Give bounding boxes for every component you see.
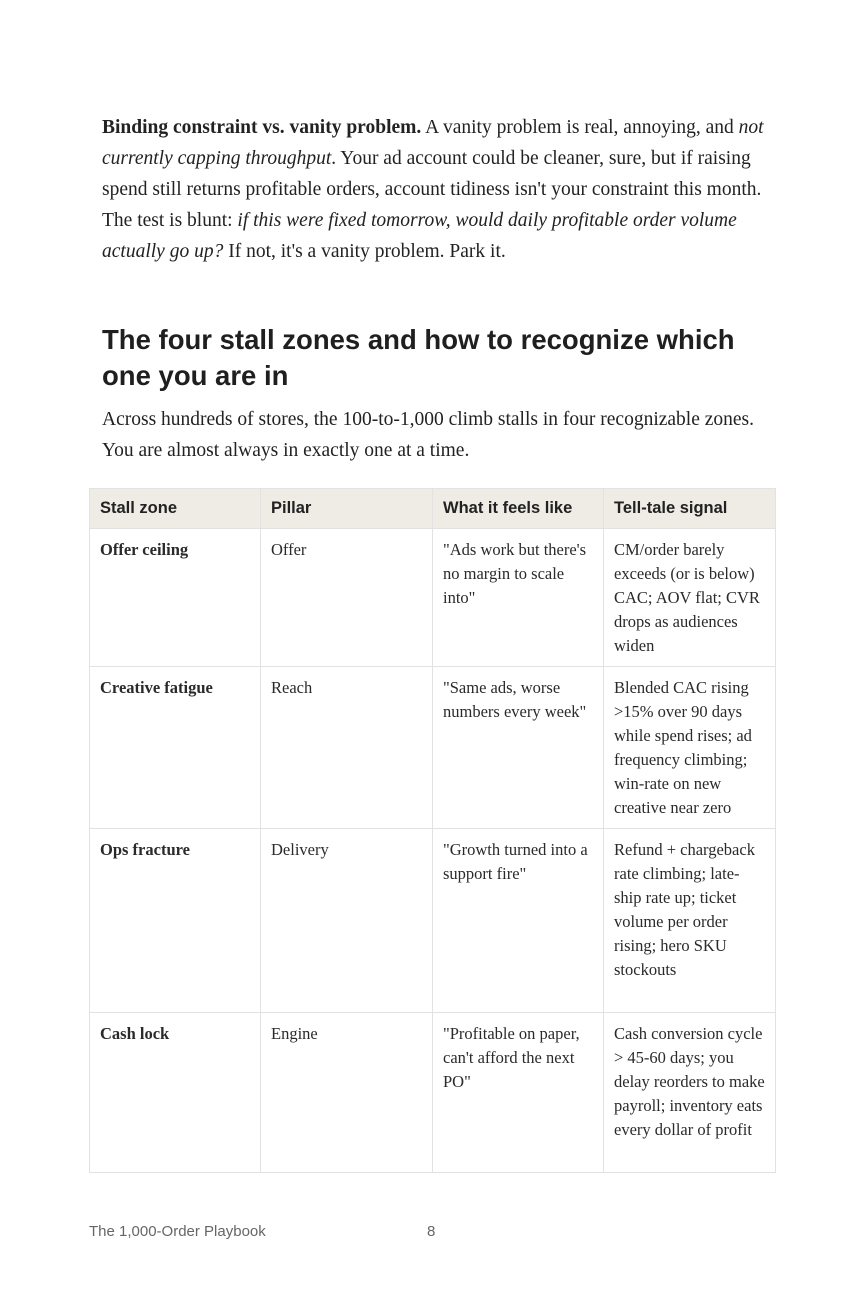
intro-emphasis-2: if this were fixed tomorrow, would daily profitable order volume actually go up? — [102, 210, 737, 262]
feels-like-cell: "Growth turned into a support fire" — [433, 829, 604, 1013]
signal-cell: Blended CAC rising >15% over 90 days while spend rises; ad frequency climbing; win-rate on new creative near zero — [604, 667, 776, 829]
pillar-cell: Offer — [261, 529, 433, 667]
table-row — [90, 529, 776, 667]
intro-paragraph — [102, 112, 774, 267]
table-row — [90, 1013, 776, 1173]
intro-bold-label: Binding constraint vs. vanity problem. — [102, 117, 422, 138]
intro-text-1: A vanity problem is real, annoying, and — [421, 117, 739, 138]
pillar-cell: Delivery — [261, 829, 433, 1013]
stall-zone-cell: Creative fatigue — [90, 667, 261, 829]
stall-zones-table — [89, 488, 776, 1173]
intro-text-3: If not, it's a vanity problem. Park it. — [223, 241, 506, 262]
intro-text-2: . Your ad account could be cleaner, sure, but if raising spend still returns profitable orders, account tidiness isn't your constraint this month. The test is blunt: — [102, 148, 762, 231]
footer-book-title: The 1,000-Order Playbook — [89, 1223, 266, 1240]
section-paragraph: Across hundreds of stores, the 100-to-1,000 climb stalls in four recognizable zones. You are almost always in exactly one at a time. — [102, 409, 755, 461]
section-heading: The four stall zones and how to recognize which one you are in — [102, 324, 735, 391]
signal-cell: Cash conversion cycle > 45-60 days; you delay reorders to make payroll; inventory eats every dollar of profit — [604, 1013, 776, 1173]
signal-cell: CM/order barely exceeds (or is below) CAC; AOV flat; CVR drops as audiences widen — [604, 529, 776, 667]
pillar-cell: Reach — [261, 667, 433, 829]
footer-page-number: 8 — [427, 1223, 436, 1240]
column-header-pillar: Pillar — [261, 489, 433, 529]
feels-like-cell: "Profitable on paper, can't afford the next PO" — [433, 1013, 604, 1173]
pillar-cell: Engine — [261, 1013, 433, 1173]
table-header-row — [90, 489, 776, 529]
intro-emphasis-1: not currently capping throughput — [102, 117, 764, 169]
stall-zone-cell: Offer ceiling — [90, 529, 261, 667]
stall-zone-cell: Ops fracture — [90, 829, 261, 1013]
column-header-feels-like: What it feels like — [433, 489, 604, 529]
column-header-signal: Tell-tale signal — [604, 489, 776, 529]
signal-cell: Refund + chargeback rate climbing; late-ship rate up; ticket volume per order rising; hero SKU stockouts — [604, 829, 776, 1013]
table-row — [90, 667, 776, 829]
feels-like-cell: "Ads work but there's no margin to scale into" — [433, 529, 604, 667]
stall-zone-cell: Cash lock — [90, 1013, 261, 1173]
feels-like-cell: "Same ads, worse numbers every week" — [433, 667, 604, 829]
table-row — [90, 829, 776, 1013]
column-header-stall-zone: Stall zone — [90, 489, 261, 529]
